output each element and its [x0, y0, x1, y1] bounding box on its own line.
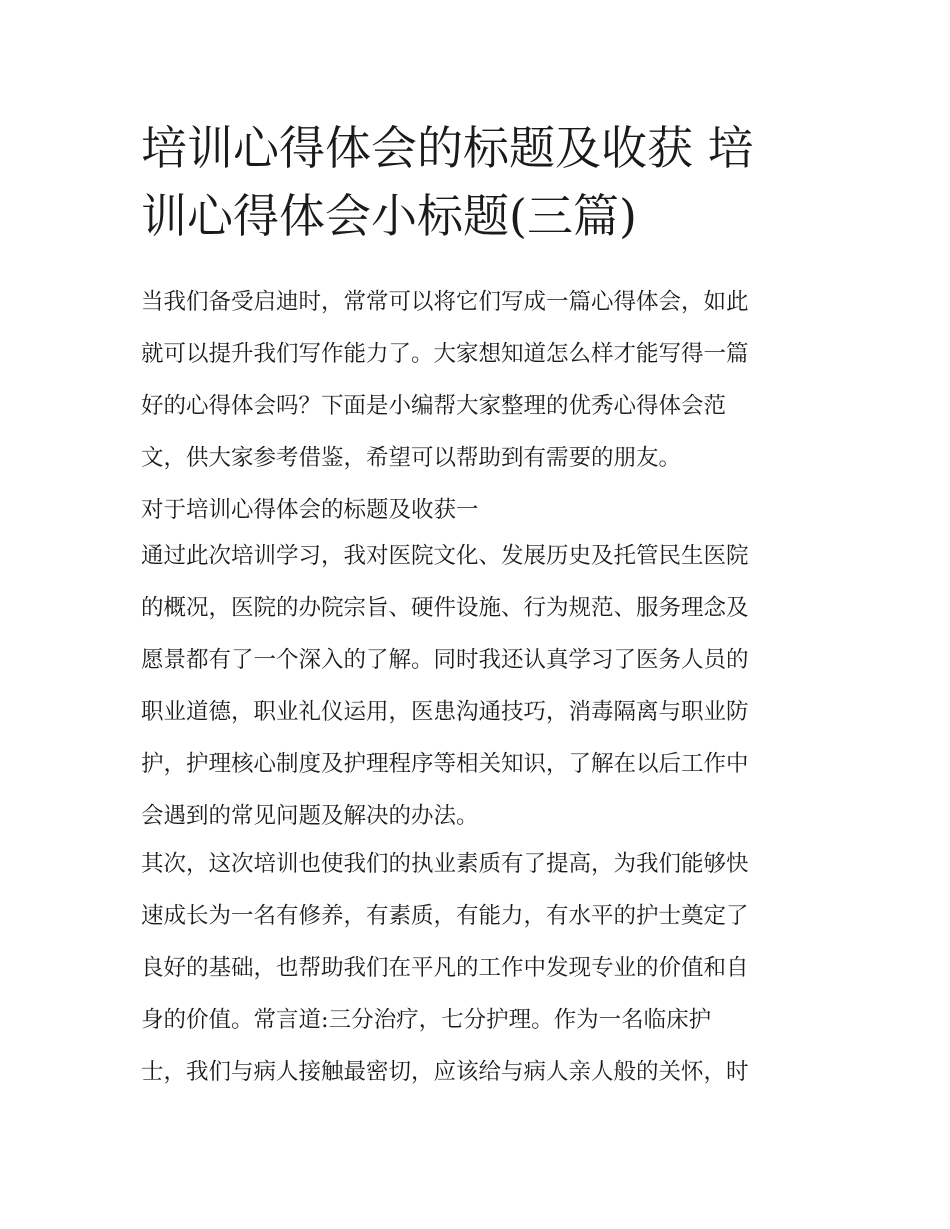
section-heading — [141, 484, 813, 536]
text-line: 职业道德，职业礼仪运用，医患沟通技巧，消毒隔离与职业防 — [141, 699, 749, 725]
document-title — [141, 114, 813, 250]
text-line: 的概况，医院的办院宗旨、硬件设施、行为规范、服务理念及 — [141, 595, 749, 621]
text-line: 愿景都有了一个深入的了解。同时我还认真学习了医务人员的 — [141, 647, 749, 673]
body-paragraph-1 — [141, 530, 813, 842]
text-line: 身的价值。常言道:三分治疗，七分护理。作为一名临床护 — [141, 1007, 712, 1033]
text-line: 当我们备受启迪时，常常可以将它们写成一篇心得体会，如此 — [141, 289, 749, 315]
text-line: 文，供大家参考借鉴，希望可以帮助到有需要的朋友。 — [141, 445, 682, 471]
text-line: 良好的基础，也帮助我们在平凡的工作中发现专业的价值和自 — [141, 955, 749, 981]
title-line: 培训心得体会的标题及收获 培 — [141, 121, 754, 175]
title-line: 训心得体会小标题(三篇) — [141, 189, 637, 243]
body-paragraph-2 — [141, 838, 813, 1098]
text-line: 速成长为一名有修养，有素质，有能力，有水平的护士奠定了 — [141, 903, 749, 929]
text-line: 护，护理核心制度及护理程序等相关知识，了解在以后工作中 — [141, 751, 749, 777]
text-line: 士，我们与病人接触最密切，应该给与病人亲人般的关怀，时 — [141, 1059, 749, 1085]
text-line: 就可以提升我们写作能力了。大家想知道怎么样才能写得一篇 — [141, 341, 749, 367]
intro-paragraph — [141, 276, 813, 484]
text-line: 其次，这次培训也使我们的执业素质有了提高，为我们能够快 — [141, 851, 749, 877]
text-line: 会遇到的常见问题及解决的办法。 — [141, 803, 479, 829]
text-line: 好的心得体会吗？下面是小编帮大家整理的优秀心得体会范 — [141, 393, 727, 419]
text-line: 通过此次培训学习，我对医院文化、发展历史及托管民生医院 — [141, 543, 749, 569]
section-heading-text: 对于培训心得体会的标题及收获一 — [141, 497, 479, 523]
